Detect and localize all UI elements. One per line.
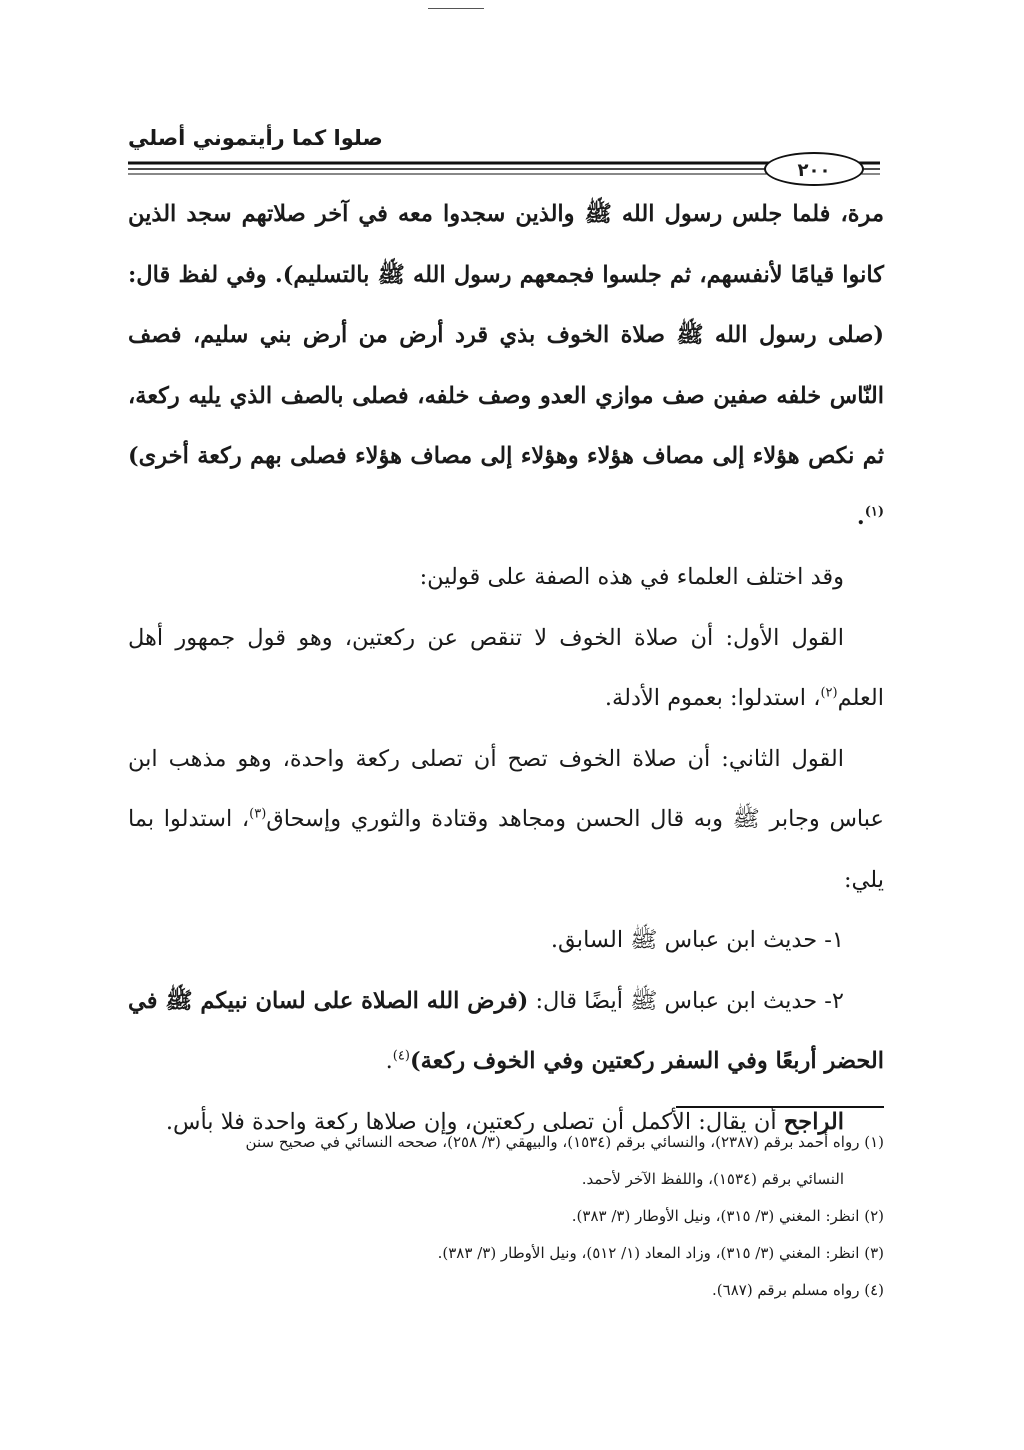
footnote-1	[128, 1124, 884, 1161]
footnote-ref: (٣)	[249, 806, 267, 822]
footnote-ref: (٢)	[820, 685, 838, 701]
paragraph-disagreement: وقد اختلف العلماء في هذه الصفة على قولين:	[419, 564, 844, 590]
paragraph-text: ، استدلوا: بعموم الأدلة.	[604, 685, 821, 711]
evidence-item-1: ١- حديث ابن عباس ﷺ السابق.	[550, 927, 844, 953]
running-header-title: صلوا كما رأيتموني أصلي	[128, 126, 383, 150]
evidence-item-2	[128, 971, 884, 1092]
paragraph-text: أن يقال: الأكمل أن تصلى ركعتين، وإن صلاها ركعة واحدة فلا بأس.	[165, 1108, 784, 1135]
paragraph-text: القول الأول: أن صلاة الخوف لا تنقص عن ركعتين، وهو قول جمهور أهل العلم	[128, 624, 884, 711]
preferred-label: الراجح	[783, 1108, 844, 1135]
main-text	[128, 184, 884, 1152]
footnote-2: (٢) انظر: المغني (٣/ ٣١٥)، ونيل الأوطار (٣/ ٣٨٣).	[571, 1207, 884, 1225]
paragraph-text: .	[856, 503, 865, 530]
footnote-separator	[676, 1106, 884, 1108]
paragraph-first-opinion	[128, 608, 884, 729]
footnote-1-continued: النسائي برقم (١٥٣٤)، واللفظ الآخر لأحمد.	[581, 1170, 844, 1188]
footnote-ref: (٤)	[392, 1048, 410, 1064]
hadith-quote: (فرض الله الصلاة على لسان نبيكم ﷺ في الحضر أربعًا وفي السفر ركعتين وفي الخوف ركعة)	[128, 987, 884, 1074]
footnote-4: (٤) رواه مسلم برقم (٦٨٧).	[712, 1281, 884, 1299]
footnotes	[128, 1124, 884, 1309]
footnote-ref: (١)	[864, 504, 884, 519]
paragraph-text: ٢- حديث ابن عباس ﷺ أيضًا قال:	[528, 987, 844, 1014]
paragraph-text: القول الثاني: أن صلاة الخوف تصح أن تصلى ركعة واحدة، وهو مذهب ابن عباس وجابر ﷺ وبه قال الحسن ومجاهد وقتادة والثوري وإسحاق	[128, 745, 884, 832]
footnote-3: (٣) انظر: المغني (٣/ ٣١٥)، وزاد المعاد (١/ ٥١٢)، ونيل الأوطار (٣/ ٣٨٣).	[437, 1244, 884, 1262]
top-edge-mark	[428, 8, 484, 10]
paragraph-second-opinion	[128, 729, 884, 911]
footnote-text: (١) رواه أحمد برقم (٢٣٨٧)، والنسائي برقم (١٥٣٤)، والبيهقي (٣/ ٢٥٨)، صححه النسائي في صحيح سنن	[245, 1133, 884, 1151]
paragraph-hadith-continuation	[128, 184, 884, 547]
page-number-badge: ٢٠٠	[764, 152, 864, 186]
paragraph-text: .	[385, 1048, 393, 1074]
paragraph-text: ، استدلوا بما يلي:	[128, 806, 884, 893]
paragraph-text: مرة، فلما جلس رسول الله ﷺ والذين سجدوا معه في آخر صلاتهم سجد الذين كانوا قيامًا لأنفسهم، ثم جلسوا فجمعهم رسول الله ﷺ بالتسليم). وفي لفظ قال: (صلى رسول الله ﷺ صلاة الخوف بذي قرد أرض من أرض بني سليم، فصف النّاس خلفه صفين صف موازي العدو وصف خلفه، فصلى بالصف الذي يليه ركعة، ثم نكص هؤلاء إلى مصاف هؤلاء وهؤلاء إلى مصاف هؤلاء فصلى بهم ركعة أخرى)	[128, 201, 884, 469]
